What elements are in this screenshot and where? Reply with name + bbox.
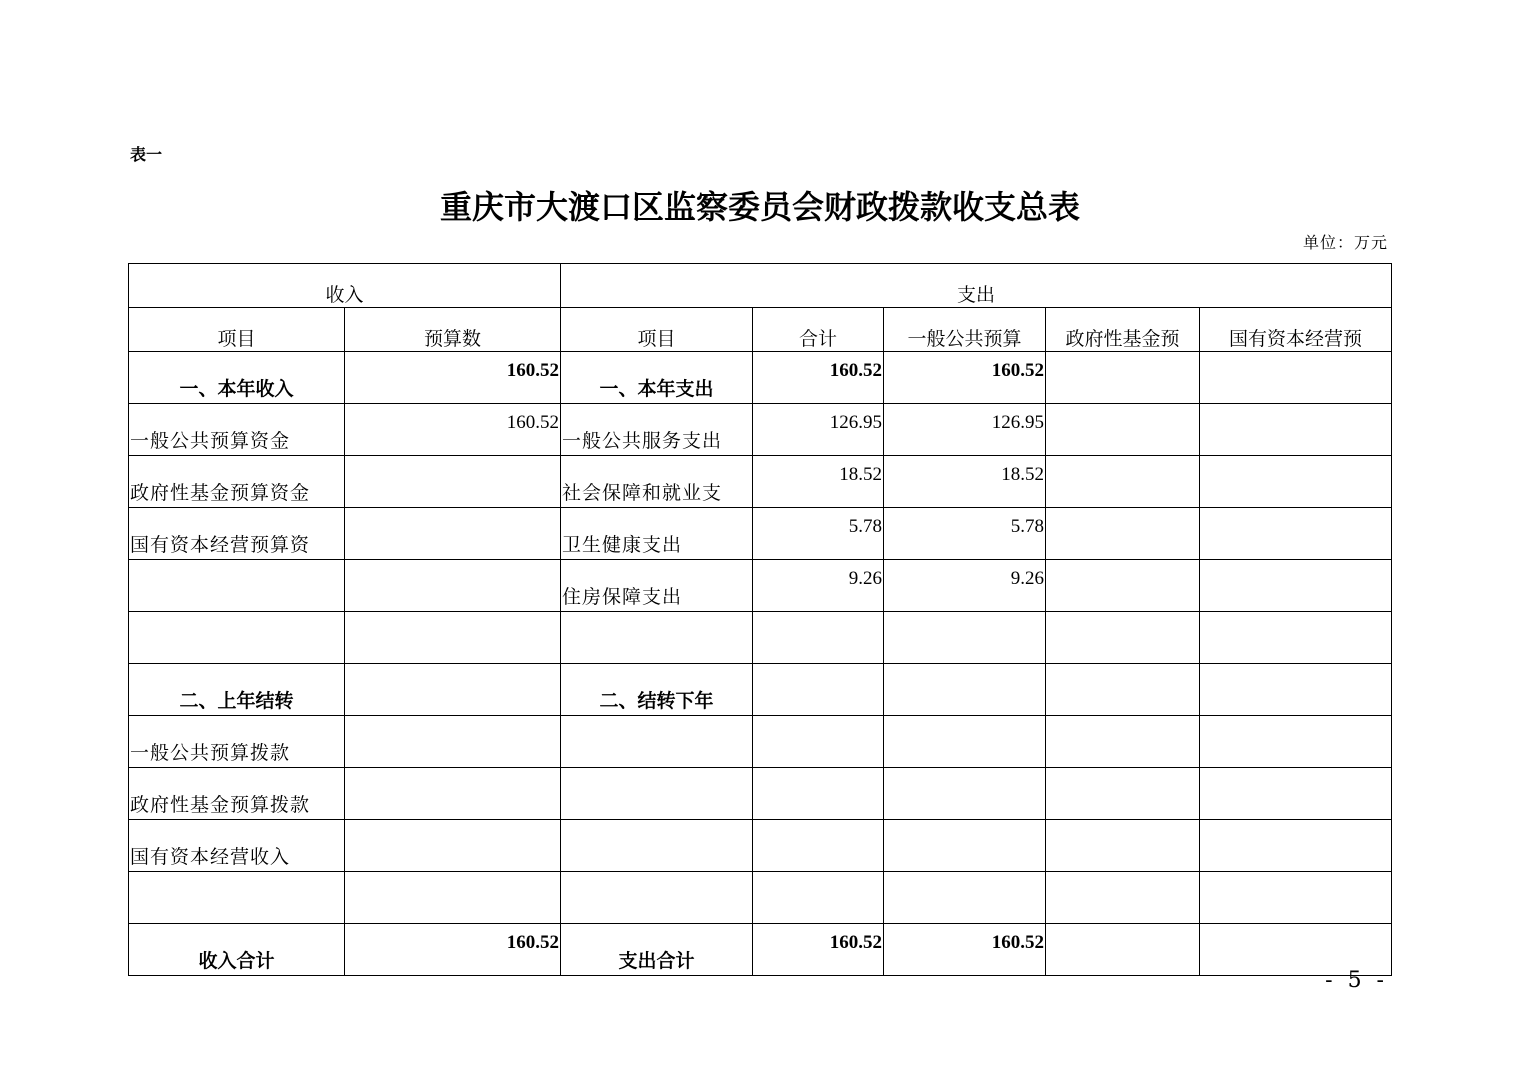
gov-fund-cell [1046,352,1200,404]
expense-item-cell: 卫生健康支出 [561,508,753,560]
state-capital-cell [1200,508,1392,560]
general-budget-cell [884,612,1046,664]
table-row [129,508,1392,560]
table-row [129,560,1392,612]
general-budget-cell [884,768,1046,820]
income-item-cell: 政府性基金预算资金 [129,456,345,508]
general-budget-cell: 9.26 [884,560,1046,612]
income-item-cell: 一般公共预算拨款 [129,716,345,768]
income-value-cell [345,820,561,872]
gov-fund-cell [1046,924,1200,976]
income-item-cell [129,612,345,664]
page-number: - 5 - [1325,968,1388,993]
expense-header: 支出 [561,264,1392,308]
total-cell: 160.52 [753,924,884,976]
total-cell: 126.95 [753,404,884,456]
table-row [129,716,1392,768]
general-budget-cell [884,872,1046,924]
income-item-cell [129,560,345,612]
table-row [129,456,1392,508]
table-row [129,404,1392,456]
expense-item-cell [561,820,753,872]
expense-item-cell [561,872,753,924]
general-budget-cell: 126.95 [884,404,1046,456]
state-capital-cell [1200,352,1392,404]
expense-item-cell: 社会保障和就业支 [561,456,753,508]
unit-label: 单位：万元 [1302,233,1388,252]
income-item-cell: 政府性基金预算拨款 [129,768,345,820]
state-capital-cell [1200,456,1392,508]
gov-fund-cell [1046,820,1200,872]
total-cell [753,768,884,820]
header-row-2 [129,308,1392,352]
table-row [129,768,1392,820]
income-value-cell [345,508,561,560]
general-budget-cell [884,820,1046,872]
income-header: 收入 [129,264,561,308]
table-row [129,924,1392,976]
total-cell [753,872,884,924]
income-item-cell: 二、上年结转 [129,664,345,716]
state-capital-cell [1200,872,1392,924]
budget-table [128,263,1392,976]
gov-fund-cell [1046,768,1200,820]
state-capital-cell [1200,716,1392,768]
gov-fund-cell [1046,716,1200,768]
table-label: 表一 [130,145,163,164]
table-row [129,612,1392,664]
gov-fund-cell [1046,404,1200,456]
income-budget-header: 预算数 [345,308,561,352]
gov-fund-cell [1046,508,1200,560]
income-item-cell: 一般公共预算资金 [129,404,345,456]
income-value-cell: 160.52 [345,352,561,404]
income-value-cell [345,768,561,820]
total-cell: 9.26 [753,560,884,612]
income-item-cell [129,872,345,924]
expense-item-cell: 一、本年支出 [561,352,753,404]
income-value-cell [345,716,561,768]
income-value-cell [345,872,561,924]
state-capital-header: 国有资本经营预 [1200,308,1392,352]
general-budget-cell [884,716,1046,768]
gov-fund-header: 政府性基金预 [1046,308,1200,352]
general-budget-header: 一般公共预算 [884,308,1046,352]
total-cell: 5.78 [753,508,884,560]
expense-item-cell [561,716,753,768]
total-cell [753,664,884,716]
income-value-cell [345,456,561,508]
expense-item-cell: 支出合计 [561,924,753,976]
total-cell [753,612,884,664]
income-value-cell [345,560,561,612]
total-cell: 18.52 [753,456,884,508]
state-capital-cell [1200,560,1392,612]
income-value-cell: 160.52 [345,404,561,456]
state-capital-cell [1200,664,1392,716]
expense-item-cell [561,612,753,664]
total-cell: 160.52 [753,352,884,404]
gov-fund-cell [1046,664,1200,716]
expense-item-cell [561,768,753,820]
state-capital-cell [1200,612,1392,664]
income-item-cell: 国有资本经营预算资 [129,508,345,560]
income-item-cell: 国有资本经营收入 [129,820,345,872]
state-capital-cell [1200,820,1392,872]
expense-item-cell: 二、结转下年 [561,664,753,716]
expense-item-cell: 一般公共服务支出 [561,404,753,456]
total-cell [753,820,884,872]
gov-fund-cell [1046,560,1200,612]
page-title: 重庆市大渡口区监察委员会财政拨款收支总表 [439,188,1080,226]
income-value-cell [345,664,561,716]
table-row [129,664,1392,716]
income-item-cell: 收入合计 [129,924,345,976]
expense-item-cell: 住房保障支出 [561,560,753,612]
total-header: 合计 [753,308,884,352]
table-row [129,872,1392,924]
income-value-cell [345,612,561,664]
gov-fund-cell [1046,872,1200,924]
expense-item-header: 项目 [561,308,753,352]
general-budget-cell [884,664,1046,716]
state-capital-cell [1200,768,1392,820]
header-row-1 [129,264,1392,308]
state-capital-cell [1200,404,1392,456]
gov-fund-cell [1046,456,1200,508]
income-value-cell: 160.52 [345,924,561,976]
total-cell [753,716,884,768]
general-budget-cell: 160.52 [884,352,1046,404]
income-item-cell: 一、本年收入 [129,352,345,404]
table-row [129,352,1392,404]
gov-fund-cell [1046,612,1200,664]
general-budget-cell: 5.78 [884,508,1046,560]
general-budget-cell: 18.52 [884,456,1046,508]
income-item-header: 项目 [129,308,345,352]
table-row [129,820,1392,872]
general-budget-cell: 160.52 [884,924,1046,976]
